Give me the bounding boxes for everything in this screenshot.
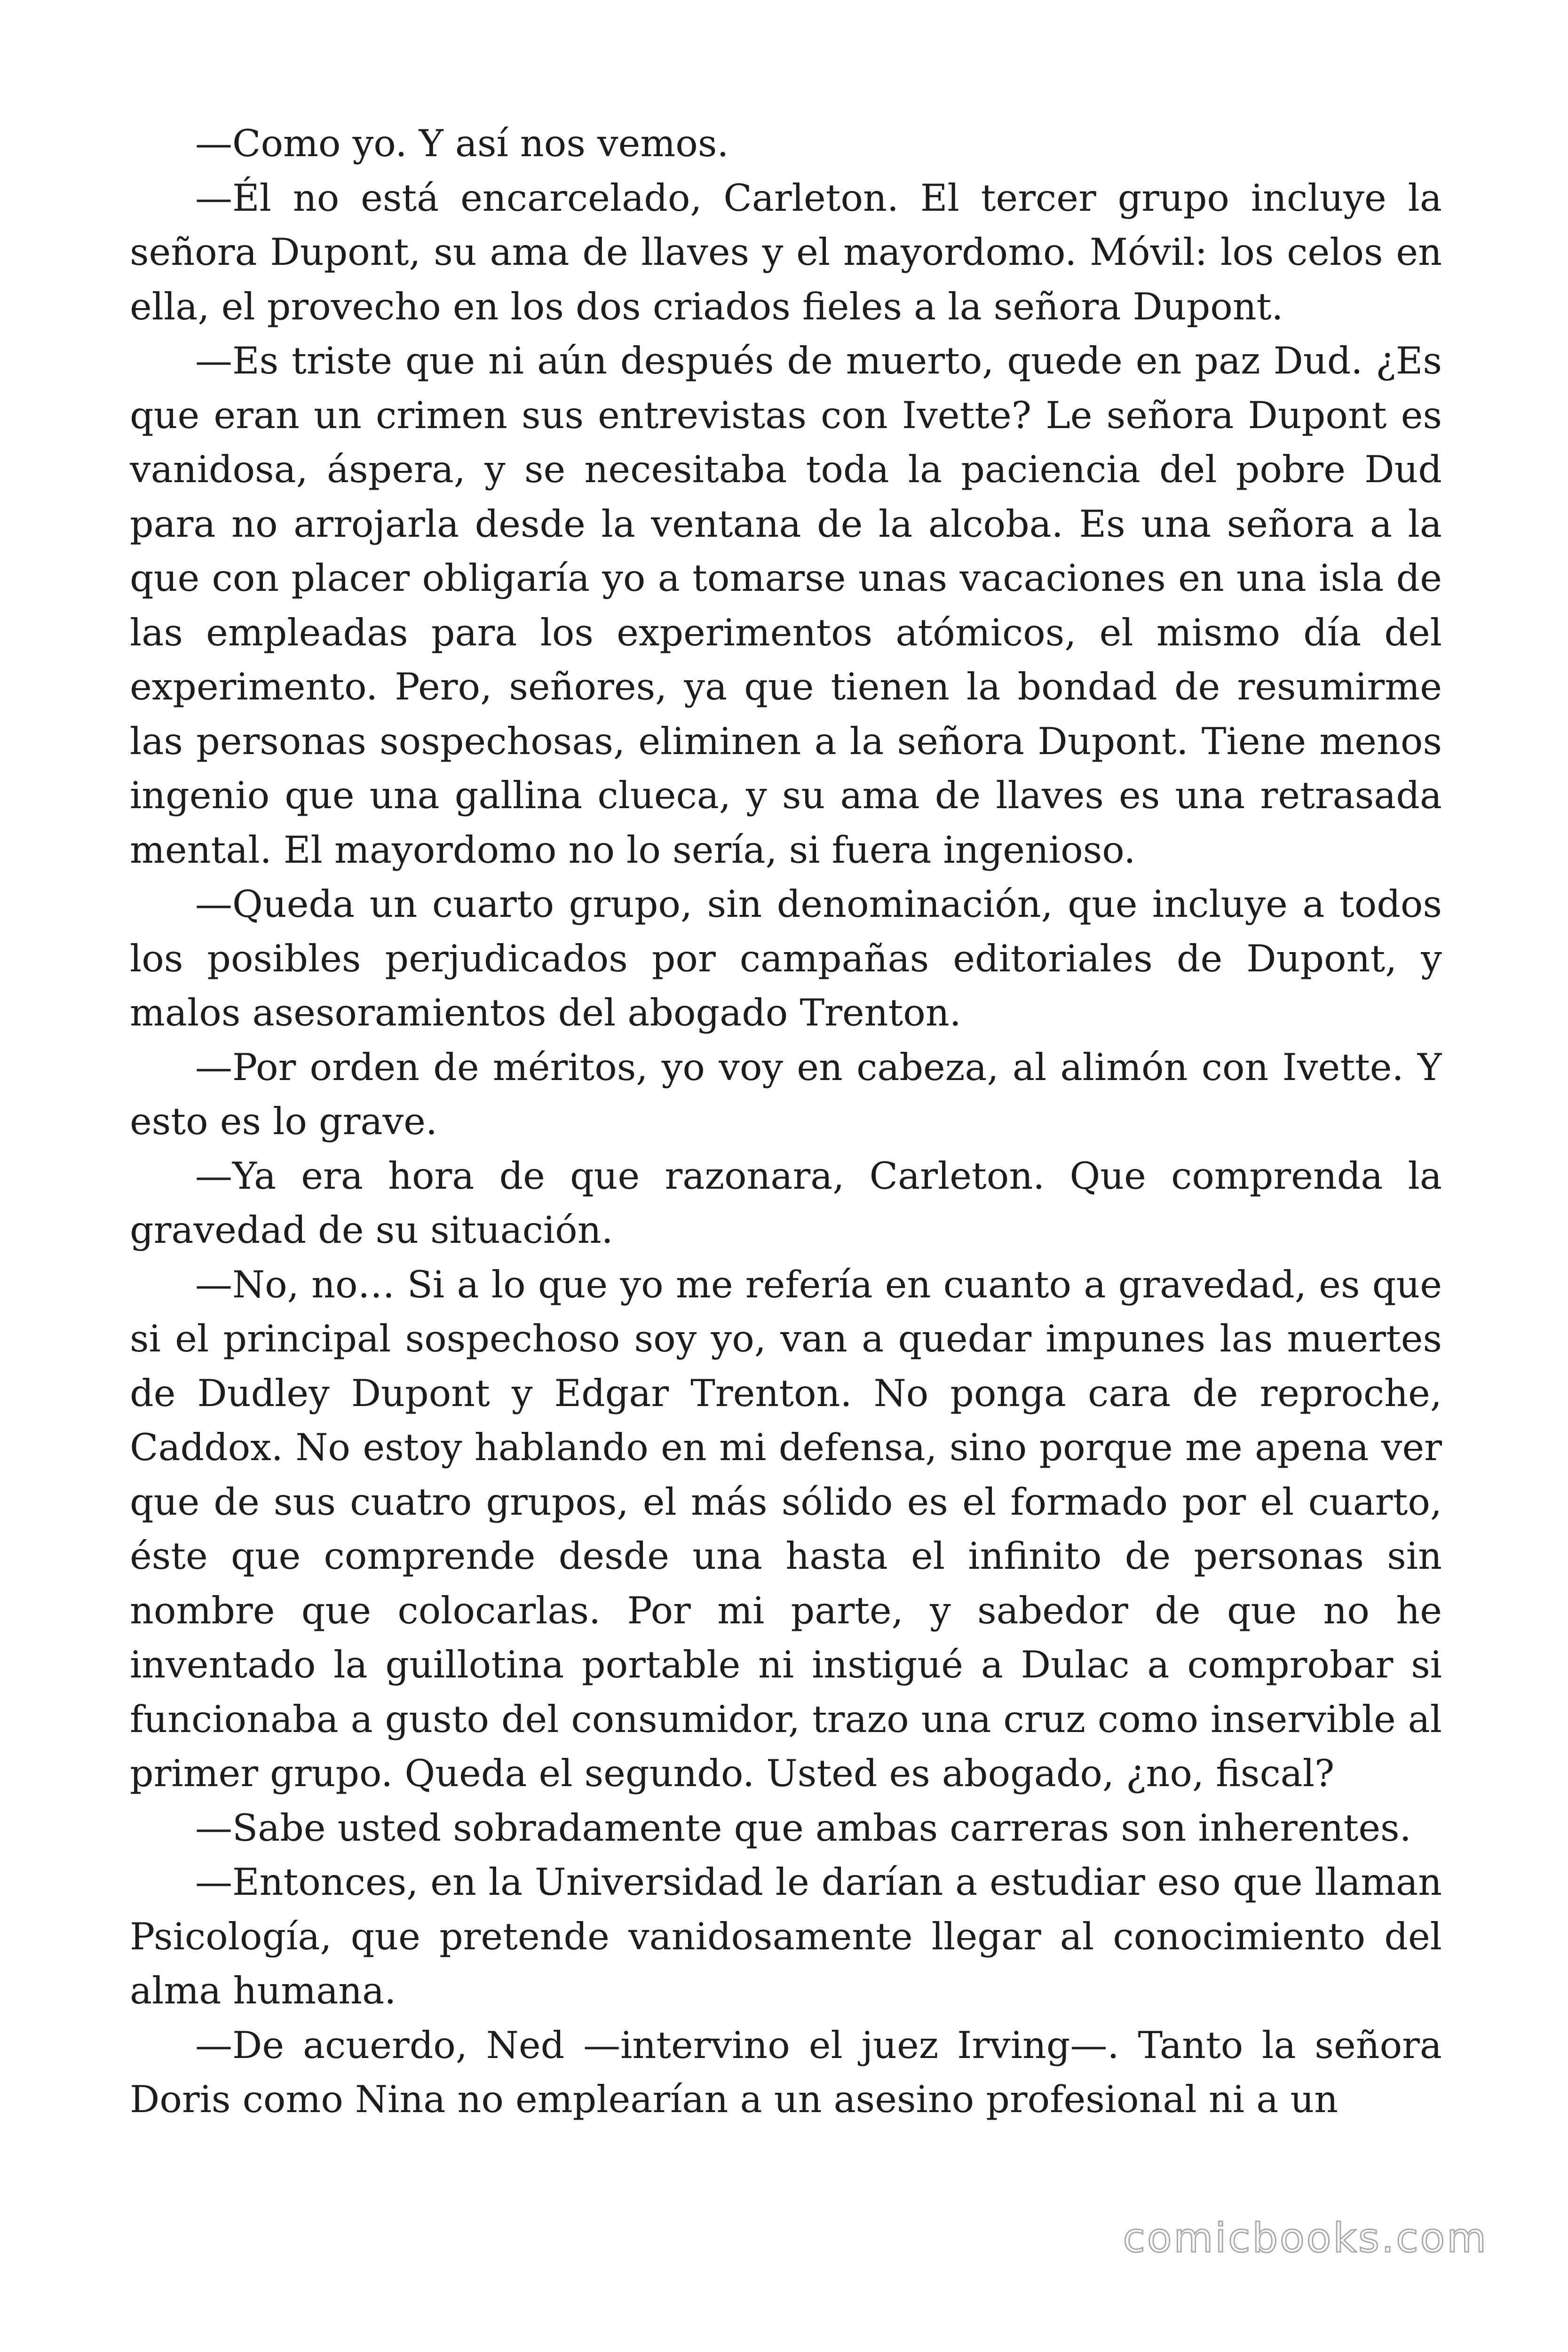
paragraph: —De acuerdo, Ned —intervino el juez Irving—. Tanto la señora Doris como Nina no emplearían a un asesino profesional ni a un: [130, 2023, 1442, 2121]
paragraph: —Ya era hora de que razonara, Carleton. Que comprenda la gravedad de su situación.: [130, 1154, 1442, 1252]
page-text: [130, 117, 1442, 2257]
paragraph: —No, no… Si a lo que yo me refería en cuanto a gravedad, es que si el principal sospechoso soy yo, van a quedar impunes las muertes de Dudley Dupont y Edgar Trenton. No ponga cara de reproche, Caddox. No estoy hablando en mi defensa, sino porque me apena ver que de sus cuatro grupos, el más sólido es el formado por el cuarto, éste que comprende desde una hasta el infinito de personas sin nombre que colocarlas. Por mi parte, y sabedor de que no he inventado la guillotina portable ni instigué a Dulac a comprobar si funcionaba a gusto del consumidor, trazo una cruz como inservible al primer grupo. Queda el segundo. Usted es abogado, ¿no, fiscal?: [130, 1263, 1442, 1795]
paragraph: —Como yo. Y así nos vemos.: [195, 122, 729, 165]
paragraph: —Él no está encarcelado, Carleton. El tercer grupo incluye la señora Dupont, su ama de llaves y el mayordomo. Móvil: los celos en ella, el provecho en los dos criados fieles a la señora Dupont.: [130, 176, 1442, 328]
watermark: comicbooks.com: [1123, 2215, 1488, 2262]
paragraph: —Entonces, en la Universidad le darían a estudiar eso que llaman Psicología, que pretende vanidosamente llegar al conocimiento del alma humana.: [130, 1860, 1442, 2012]
paragraph: —Es triste que ni aún después de muerto, quede en paz Dud. ¿Es que eran un crimen sus entrevistas con Ivette? Le señora Dupont es vanidosa, áspera, y se necesitaba toda la paciencia del pobre Dud para no arrojarla desde la ventana de la alcoba. Es una señora a la que con placer obligaría yo a tomarse unas vacaciones en una isla de las empleadas para los experimentos atómicos, el mismo día del experimento. Pero, señores, ya que tienen la bondad de resumirme las personas sospechosas, eliminen a la señora Dupont. Tiene menos ingenio que una gallina clueca, y su ama de llaves es una retrasada mental. El mayordomo no lo sería, si fuera ingenioso.: [130, 339, 1442, 872]
paragraph: —Sabe usted sobradamente que ambas carreras son inherentes.: [195, 1806, 1411, 1850]
paragraph: —Por orden de méritos, yo voy en cabeza, al alimón con Ivette. Y esto es lo grave.: [130, 1045, 1442, 1143]
paragraph: —Queda un cuarto grupo, sin denominación, que incluye a todos los posibles perjudicados por campañas editoriales de Dupont, y malos asesoramientos del abogado Trenton.: [130, 882, 1442, 1034]
